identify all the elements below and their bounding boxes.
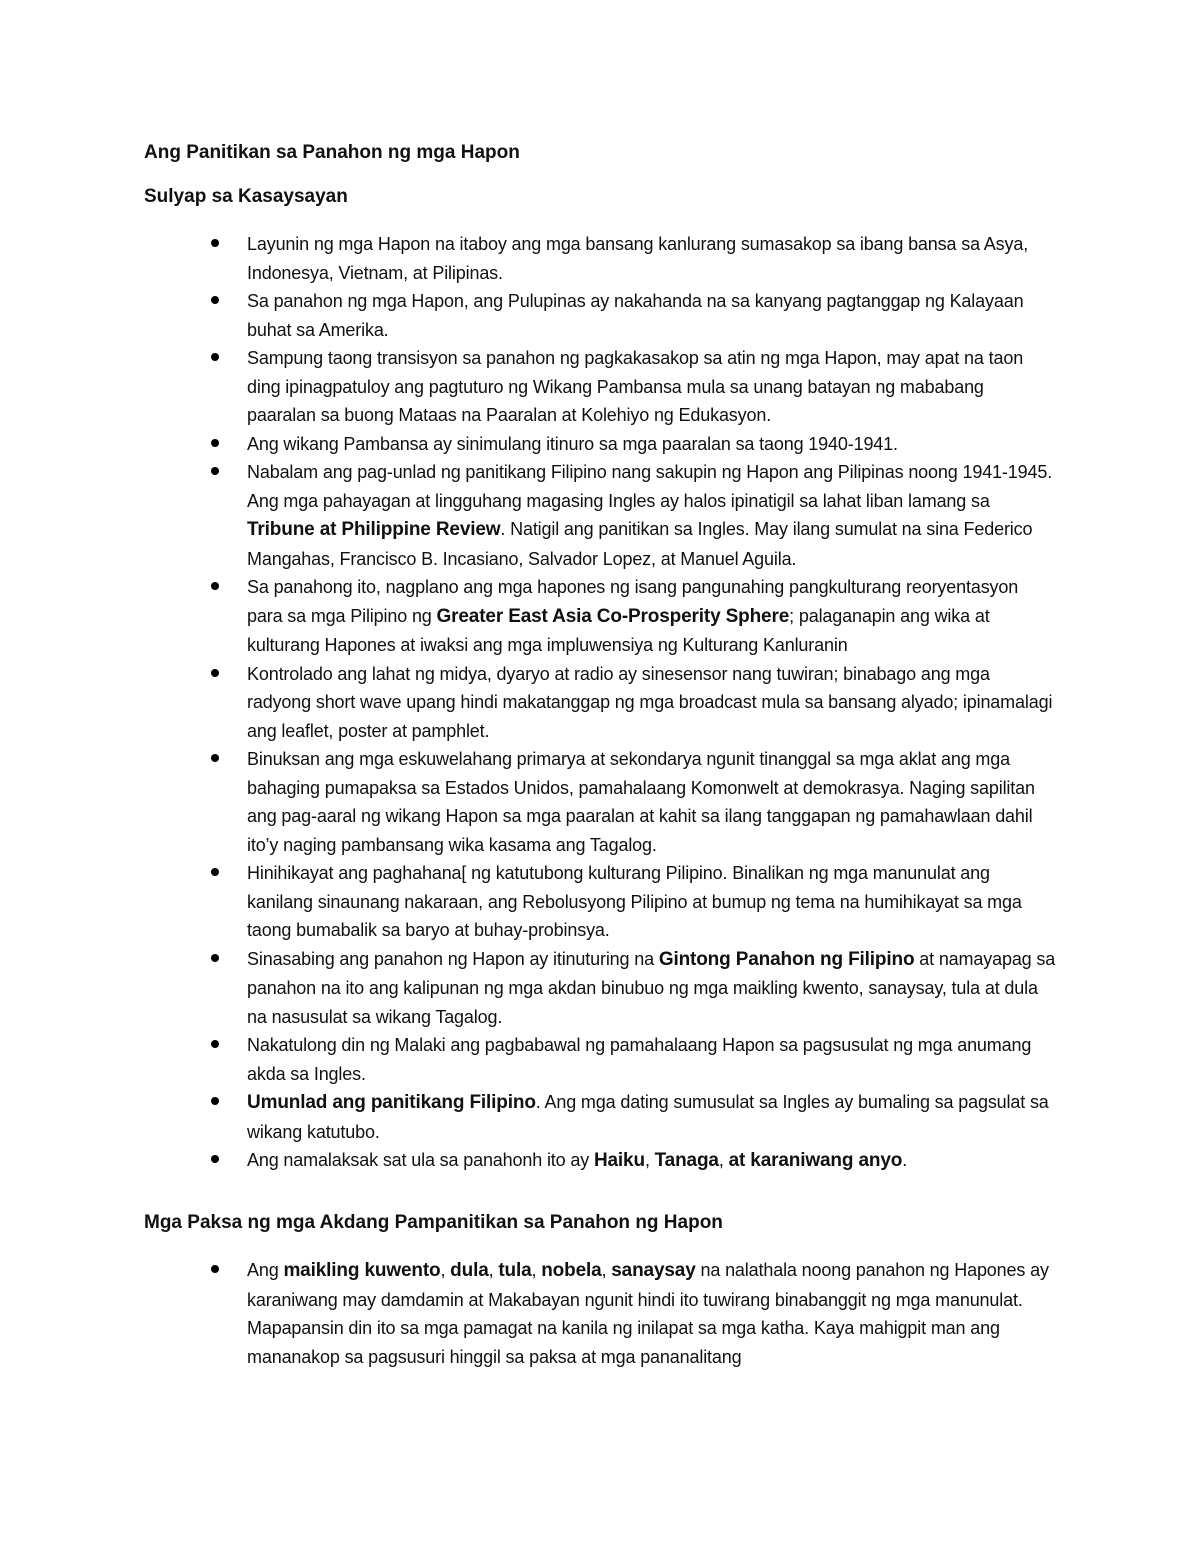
list-item	[0, 859, 1057, 945]
bullet-text	[247, 1035, 1031, 1084]
bullet-text	[247, 749, 1035, 855]
text-segment: at namayapag sa panahon na ito ang kalipunan ng mga akdan binubuo ng mga maikling kwento, sanaysay, tula at dula na nasusulat sa wikang Tagalog.	[247, 948, 1056, 1027]
bullet-icon	[211, 669, 219, 677]
text-segment: Ang	[247, 1260, 284, 1280]
bullet-icon	[211, 1097, 219, 1105]
list-item	[0, 1088, 1057, 1146]
bold-text: Haiku	[593, 1150, 645, 1171]
bullet-text	[247, 462, 1052, 569]
bold-text: nobela	[541, 1260, 602, 1281]
bullet-icon	[211, 954, 219, 962]
text-segment: ,	[440, 1260, 451, 1280]
bold-text: maikling kuwento	[283, 1260, 441, 1281]
list-item	[0, 1146, 1057, 1176]
list-item	[0, 344, 1057, 430]
bold-text: dula	[450, 1260, 489, 1281]
list-item	[0, 660, 1057, 746]
text-segment: Ang wikang Pambansa ay sinimulang itinuro sa mga paaralan sa taong 1940-1941.	[247, 433, 898, 454]
text-segment: .	[902, 1150, 908, 1170]
bold-text: sanaysay	[611, 1260, 696, 1281]
bullet-icon	[211, 582, 219, 590]
text-segment: na nalathala noong panahon ng Hapones ay karaniwang may damdamin at Makabayan ngunit hindi ito tuwirang binabanggit ng mga manunulat. Mapapansin din ito sa mga pamagat na kanila ng inilapat sa mga katha. Kaya mahigpit man ang mananakop sa pagsusuri hinggil sa paksa at mga pananalitang	[247, 1260, 1049, 1367]
bold-text: at karaniwang anyo	[728, 1150, 903, 1171]
list-item	[0, 1256, 1057, 1371]
bullet-icon	[211, 868, 219, 876]
text-segment: ,	[601, 1260, 612, 1280]
text-segment: Nabalam ang pag-unlad ng panitikang Filipino nang sakupin ng Hapon ang Pilipinas noong 1941-1945. Ang mga pahayagan at lingguhang magasing Ingles ay halos ipinatigil sa lahat liban lamang sa	[247, 462, 1053, 511]
bullet-text	[247, 1092, 1049, 1142]
bullet-text	[247, 1150, 907, 1170]
text-segment: Sa panahong ito, nagplano ang mga hapones ng isang pangunahing pangkulturang reoryentasyon para sa mga Pilipino ng	[247, 577, 1019, 626]
bold-text: Tribune at Philippine Review	[247, 519, 501, 540]
list-item	[0, 745, 1057, 859]
bullet-icon	[211, 754, 219, 762]
bullet-icon	[211, 296, 219, 304]
text-segment: Sampung taong transisyon sa panahon ng pagkakasakop sa atin ng mga Hapon, may apat na taon ding ipinagpatuloy ang pagtuturo ng Wikang Pambansa mula sa unang batayan ng mababang paaralan sa buong Mataas na Paaralan at Kolehiyo ng Edukasyon.	[247, 348, 1024, 425]
text-segment: Kontrolado ang lahat ng midya, dyaryo at radio ay sinesensor nang tuwiran; binabago ang mga radyong short wave upang hindi makatanggap ng mga broadcast mula sa bansang alyado; ipinamalagi ang leaflet, poster at pamphlet.	[247, 663, 1053, 741]
bullet-text	[247, 291, 1023, 340]
bullet-text	[247, 234, 1028, 283]
text-segment: ,	[718, 1150, 729, 1170]
text-segment: Binuksan ang mga eskuwelahang primarya at sekondarya ngunit tinanggal sa mga aklat ang mga bahaging pumapaksa sa Estados Unidos, pamahalaang Komonwelt at demokrasya. Naging sapilitan ang pag-aaral ng wikang Hapon sa mga paaralan at kahit sa ilang tanggapan ng pamahawlaan dahil ito’y naging pambansang wika kasama ang Tagalog.	[247, 749, 1035, 855]
bullet-text	[247, 949, 1055, 1027]
bullet-text	[247, 664, 1052, 741]
bold-text: Umunlad ang panitikang Filipino	[247, 1092, 536, 1113]
text-segment: Sa panahon ng mga Hapon, ang Pulupinas ay nakahanda na sa kanyang pagtanggap ng Kalayaan buhat sa Amerika.	[247, 291, 1024, 340]
text-segment: Ang namalaksak sat ula sa panahonh ito ay	[247, 1150, 594, 1170]
text-segment: Layunin ng mga Hapon na itaboy ang mga bansang kanlurang sumasakop sa ibang bansa sa Asya, Indonesya, Vietnam, at Pilipinas.	[247, 234, 1029, 283]
bullet-list-sulyap	[0, 230, 1200, 1176]
bullet-icon	[211, 1265, 219, 1273]
bullet-icon	[211, 1155, 219, 1163]
bullet-icon	[211, 467, 219, 475]
list-item	[0, 230, 1057, 287]
section-heading-paksa: Mga Paksa ng mga Akdang Pampanitikan sa Panahon ng Hapon	[144, 1212, 723, 1233]
list-item	[0, 573, 1057, 660]
page-title: Ang Panitikan sa Panahon ng mga Hapon	[144, 142, 520, 163]
bullet-icon	[211, 239, 219, 247]
bullet-text	[247, 1260, 1049, 1367]
bullet-text	[247, 577, 1018, 655]
bold-text: Gintong Panahon ng Filipino	[658, 948, 915, 970]
text-segment: Sinasabing ang panahon ng Hapon ay itinuturing na	[247, 948, 659, 969]
list-item	[0, 945, 1057, 1032]
text-segment: . Ang mga dating sumusulat sa Ingles ay bumaling sa pagsulat sa wikang katutubo.	[247, 1092, 1049, 1142]
text-segment: ,	[531, 1260, 542, 1280]
text-segment: ; palaganapin ang wika at kulturang Hapones at iwaksi ang mga impluwensiya ng Kulturang Kanluranin	[247, 605, 990, 655]
text-segment: ,	[488, 1260, 499, 1280]
section-heading-sulyap: Sulyap sa Kasaysayan	[144, 186, 348, 207]
text-segment: Hinihikayat ang paghahana[ ng katutubong kulturang Pilipino. Binalikan ng mga manunulat ang kanilang sinaunang nakaraan, ang Rebolusyong Pilipino at bumup ng tema na humihikayat sa mga taong bumabalik sa baryo at buhay-probinsya.	[247, 863, 1022, 940]
bullet-list-paksa	[0, 1256, 1200, 1371]
list-item	[0, 1031, 1057, 1088]
bullet-text	[247, 434, 898, 454]
bullet-text	[247, 348, 1023, 425]
list-item	[0, 458, 1057, 573]
bullet-icon	[211, 439, 219, 447]
bold-text: Tanaga	[654, 1150, 719, 1171]
text-segment: Nakatulong din ng Malaki ang pagbabawal ng pamahalaang Hapon sa pagsusulat ng mga anumang akda sa Ingles.	[247, 1035, 1032, 1084]
text-segment: . Natigil ang panitikan sa Ingles. May ilang sumulat na sina Federico Mangahas, Francisco B. Incasiano, Salvador Lopez, at Manuel Aguila.	[247, 519, 1033, 569]
bold-text: tula	[498, 1260, 532, 1281]
bullet-icon	[211, 1040, 219, 1048]
bullet-text	[247, 863, 1022, 940]
list-item	[0, 430, 1057, 459]
bold-text: Greater East Asia Co-Prosperity Sphere	[436, 605, 790, 627]
list-item	[0, 287, 1057, 344]
bullet-icon	[211, 353, 219, 361]
text-segment: ,	[644, 1150, 655, 1170]
